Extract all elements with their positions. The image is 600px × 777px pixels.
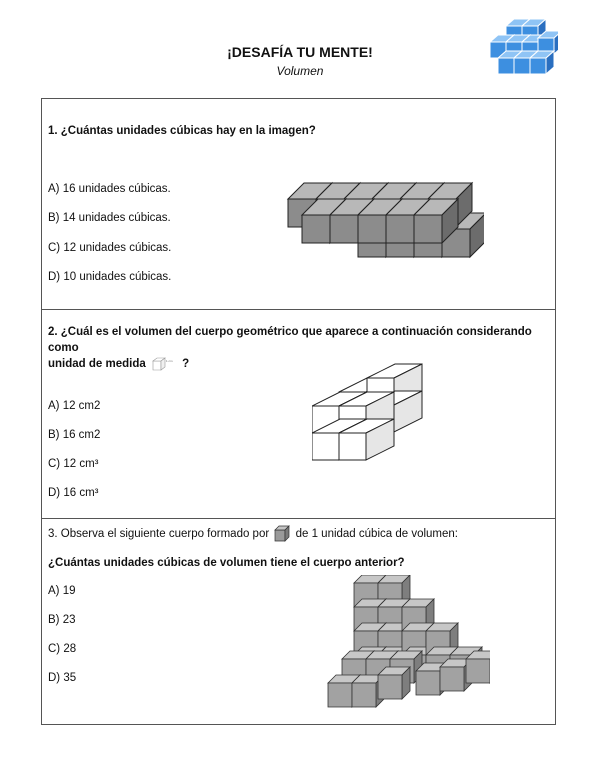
q3-cube-stack-figure bbox=[320, 575, 490, 717]
q1-option-d[interactable]: D) 10 unidades cúbicas. bbox=[48, 271, 172, 283]
q1-option-c[interactable]: C) 12 unidades cúbicas. bbox=[48, 242, 172, 254]
unit-cube-icon bbox=[149, 356, 179, 372]
stacked-blue-cubes-icon bbox=[476, 12, 558, 90]
q3-option-a[interactable]: A) 19 bbox=[48, 585, 76, 597]
question-3-text: ¿Cuántas unidades cúbicas de volumen tiene el cuerpo anterior? bbox=[48, 557, 405, 569]
question-3-intro: 3. Observa el siguiente cuerpo formado por de 1 unidad cúbica de volumen: bbox=[48, 526, 458, 542]
question-1-text: 1. ¿Cuántas unidades cúbicas hay en la imagen? bbox=[48, 125, 316, 137]
q2-prism-figure bbox=[312, 362, 462, 487]
q2-option-a[interactable]: A) 12 cm2 bbox=[48, 400, 101, 412]
q3-option-b[interactable]: B) 23 bbox=[48, 614, 76, 626]
q2-option-c[interactable]: C) 12 cm³ bbox=[48, 458, 99, 470]
q1-cube-figure bbox=[284, 181, 484, 267]
gray-unit-cube-icon bbox=[272, 526, 292, 542]
q2-option-d[interactable]: D) 16 cm³ bbox=[48, 487, 99, 499]
q3-option-c[interactable]: C) 28 bbox=[48, 643, 77, 655]
question-1-section bbox=[42, 99, 555, 309]
q3-option-d[interactable]: D) 35 bbox=[48, 672, 77, 684]
q2-option-b[interactable]: B) 16 cm2 bbox=[48, 429, 101, 441]
page-subtitle: Volumen bbox=[276, 64, 324, 78]
svg-text:1 cm: 1 cm bbox=[165, 359, 173, 363]
question-2-text: 2. ¿Cuál es el volumen del cuerpo geométrico que aparece a continuación considerando como unidad de medida 1 cm ? bbox=[48, 326, 532, 371]
worksheet bbox=[41, 98, 556, 725]
page-title: ¡DESAFÍA TU MENTE! bbox=[227, 44, 373, 60]
question-3-section bbox=[42, 518, 555, 724]
q1-option-a[interactable]: A) 16 unidades cúbicas. bbox=[48, 183, 171, 195]
q1-option-b[interactable]: B) 14 unidades cúbicas. bbox=[48, 212, 171, 224]
question-2-section bbox=[42, 309, 555, 518]
